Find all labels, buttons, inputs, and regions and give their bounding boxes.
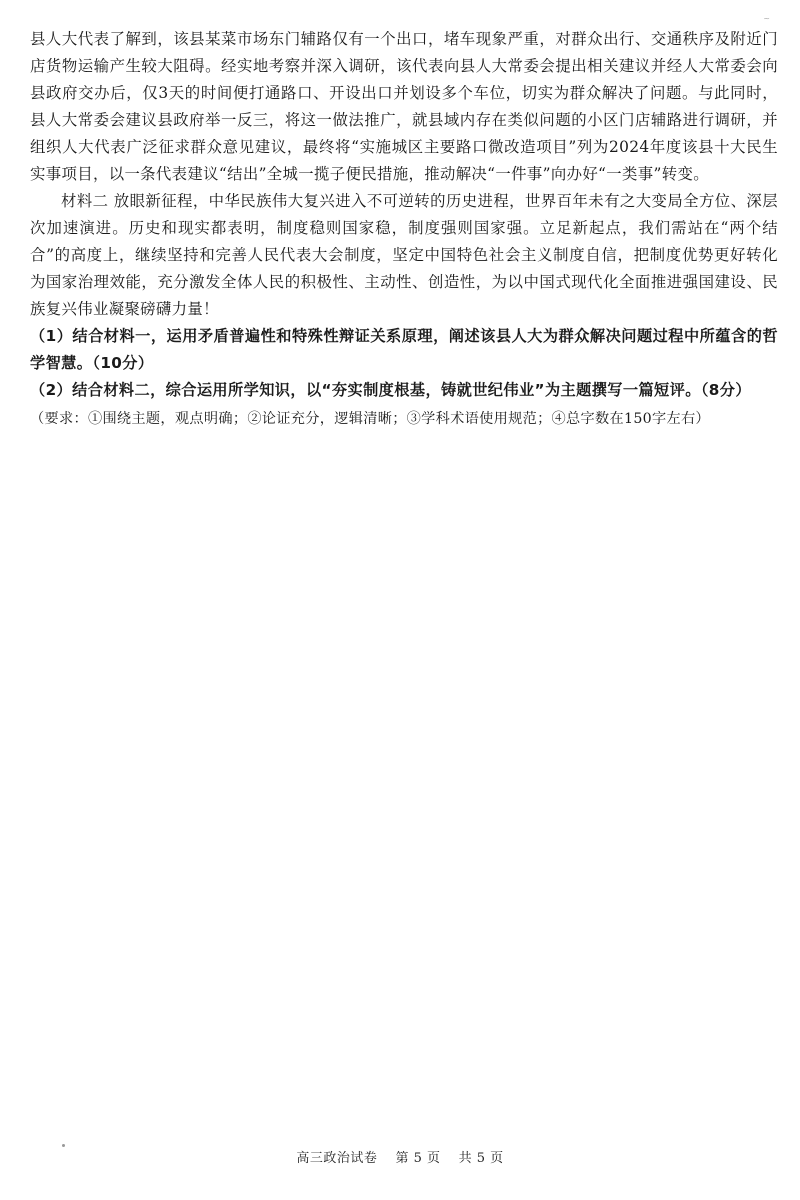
corner-mark: ~: [763, 14, 770, 23]
material-two-paragraph: 材料二 放眼新征程，中华民族伟大复兴进入不可逆转的历史进程，世界百年未有之大变局全方位、深层次加速演进。历史和现实都表明，制度稳则国家稳，制度强则国家强。立足新起点，我们需站在“两个结合”的高度上，继续坚持和完善人民代表大会制度，坚定中国特色社会主义制度自信，把制度优势更好转化为国家治理效能，充分激发全体人民的积极性、主动性、创造性，为以中国式现代化全面推进强国建设、民族复兴伟业凝聚磅礴力量！: [30, 192, 778, 318]
question-2: （2）结合材料二，综合运用所学知识，以“夯实制度根基，铸就世纪伟业”为主题撰写一篇短评。（8分）: [30, 381, 751, 399]
answer-requirement: （要求：①围绕主题，观点明确；②论证充分，逻辑清晰；③学科术语使用规范；④总字数在150字左右）: [30, 411, 710, 427]
page-content: [30, 26, 778, 431]
question-1: （1）结合材料一，运用矛盾普遍性和特殊性辩证关系原理，阐述该县人大为群众解决问题过程中所蕴含的哲学智慧。（10分）: [30, 327, 778, 372]
scan-dot: [62, 1144, 65, 1147]
material-one-paragraph: 县人大代表了解到，该县某菜市场东门辅路仅有一个出口，堵车现象严重，对群众出行、交通秩序及附近门店货物运输产生较大阻碍。经实地考察并深入调研，该代表向县人大常委会提出相关建议并经人大常委会向县政府交办后，仅3天的时间便打通路口、开设出口并划设多个车位，切实为群众解决了问题。与此同时，县人大常委会建议县政府举一反三，将这一做法推广，就县域内存在类似问题的小区门店辅路进行调研，并组织人大代表广泛征求群众意见建议，最终将“实施城区主要路口微改造项目”列为2024年度该县十大民生实事项目，以一条代表建议“结出”全城一揽子便民措施，推动解决“一件事”向办好“一类事”转变。: [30, 30, 778, 183]
page-footer: 高三政治试卷 第 5 页 共 5 页: [296, 1151, 504, 1166]
